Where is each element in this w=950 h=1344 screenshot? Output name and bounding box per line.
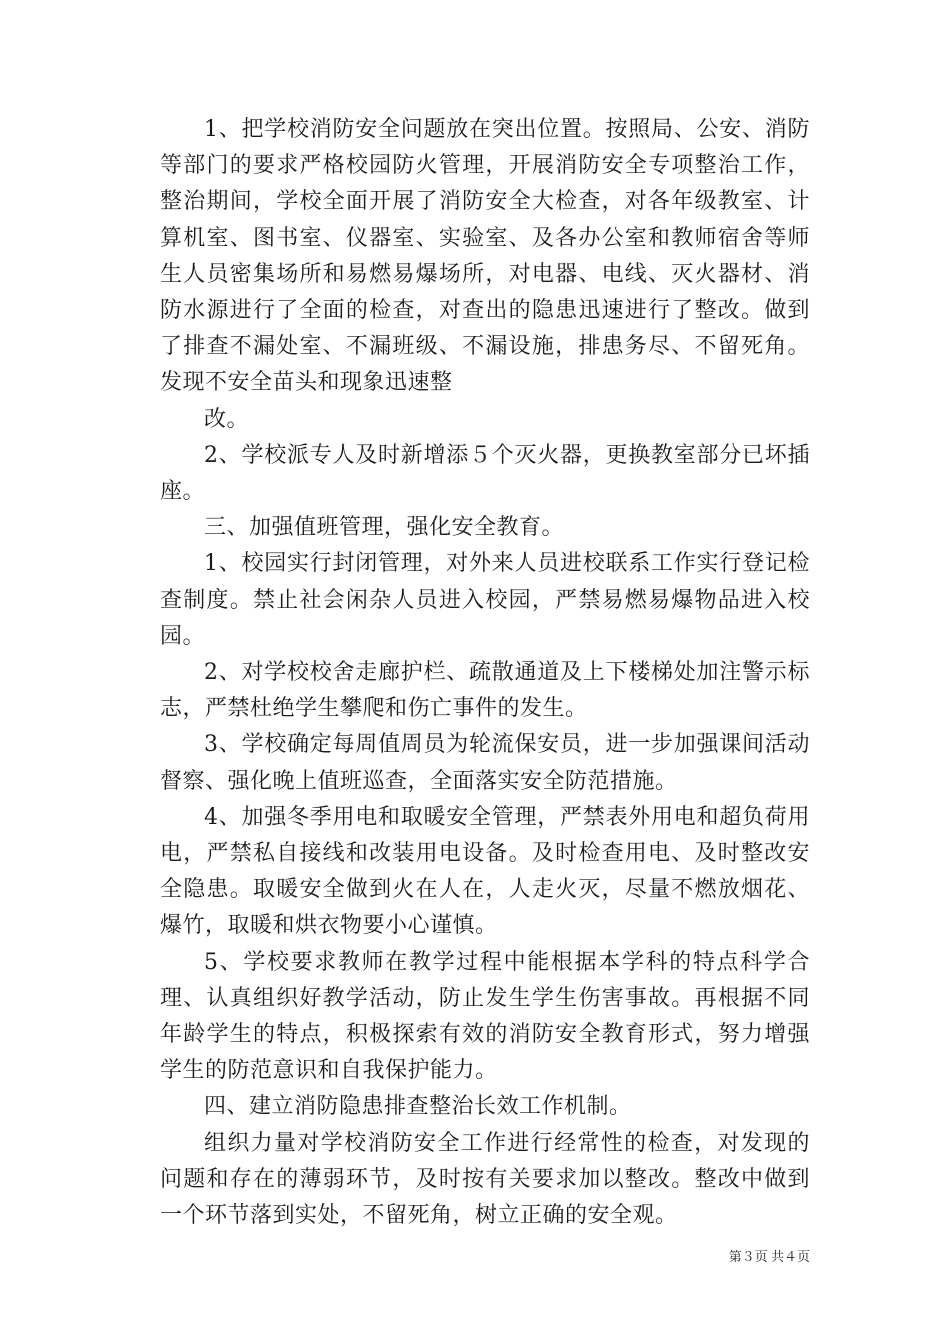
paragraph-warning-signs: 2、对学校校舍走廊护栏、疏散通道及上下楼梯处加注警示标志，严禁杜绝学生攀爬和伤亡事件的发生。 <box>160 660 810 722</box>
paragraph-fire-safety-priority: 1、把学校消防安全问题放在突出位置。按照局、公安、消防等部门的要求严格校园防火管理，开展消防安全专项整治工作，整治期间，学校全面开展了消防安全大检查，对各年级教室、计算机室、图书室、仪器室、实验室、及各办公室和教师宿舍等师生人员密集场所和易燃易爆场所，对电器、电线、灭火器材、消防水源进行了全面的检查，对查出的隐患迅速进行了整改。做到了排查不漏处室、不漏班级、不漏设施，排患务尽、不留死角。发现不安全苗头和现象迅速整 <box>160 117 810 396</box>
section-heading-duty-management: 三、加强值班管理，强化安全教育。 <box>204 515 565 541</box>
paragraph-closed-campus: 1、校园实行封闭管理，对外来人员进校联系工作实行登记检查制度。禁止社会闲杂人员进入校园，严禁易燃易爆物品进入校园。 <box>160 551 810 649</box>
paragraph-rectify-continuation: 改。 <box>204 406 250 432</box>
paragraph-fire-extinguishers: 2、学校派专人及时新增添５个灭火器，更换教室部分已坏插座。 <box>160 442 810 505</box>
section-heading-long-term-mechanism: 四、建立消防隐患排查整治长效工作机制。 <box>204 1094 632 1120</box>
paragraph-winter-electricity: 4、加强冬季用电和取暖安全管理，严禁表外用电和超负荷用电，严禁私自接线和改装用电设备。及时检查用电、及时整改安全隐患。取暖安全做到火在人在，人走火灭，尽量不燃放烟花、爆竹，取暖和烘衣物要小心谨慎。 <box>160 804 810 939</box>
document-body <box>160 112 810 1234</box>
paragraph-teaching-safety: 5、学校要求教师在教学过程中能根据本学科的特点科学合理、认真组织好教学活动，防止发生学生伤害事故。再根据不同年龄学生的特点，积极探索有效的消防安全教育形式，努力增强学生的防范意识和自我保护能力。 <box>160 949 810 1084</box>
paragraph-weekly-duty: 3、学校确定每周值周员为轮流保安员，进一步加强课间活动督察、强化晚上值班巡查，全面落实安全防范措施。 <box>160 732 810 794</box>
page-number: 第３页 共４页 <box>728 1249 810 1264</box>
paragraph-regular-inspection: 组织力量对学校消防安全工作进行经常性的检查，对发现的问题和存在的薄弱环节，及时按有关要求加以整改。整改中做到一个环节落到实处，不留死角，树立正确的安全观。 <box>160 1130 810 1229</box>
